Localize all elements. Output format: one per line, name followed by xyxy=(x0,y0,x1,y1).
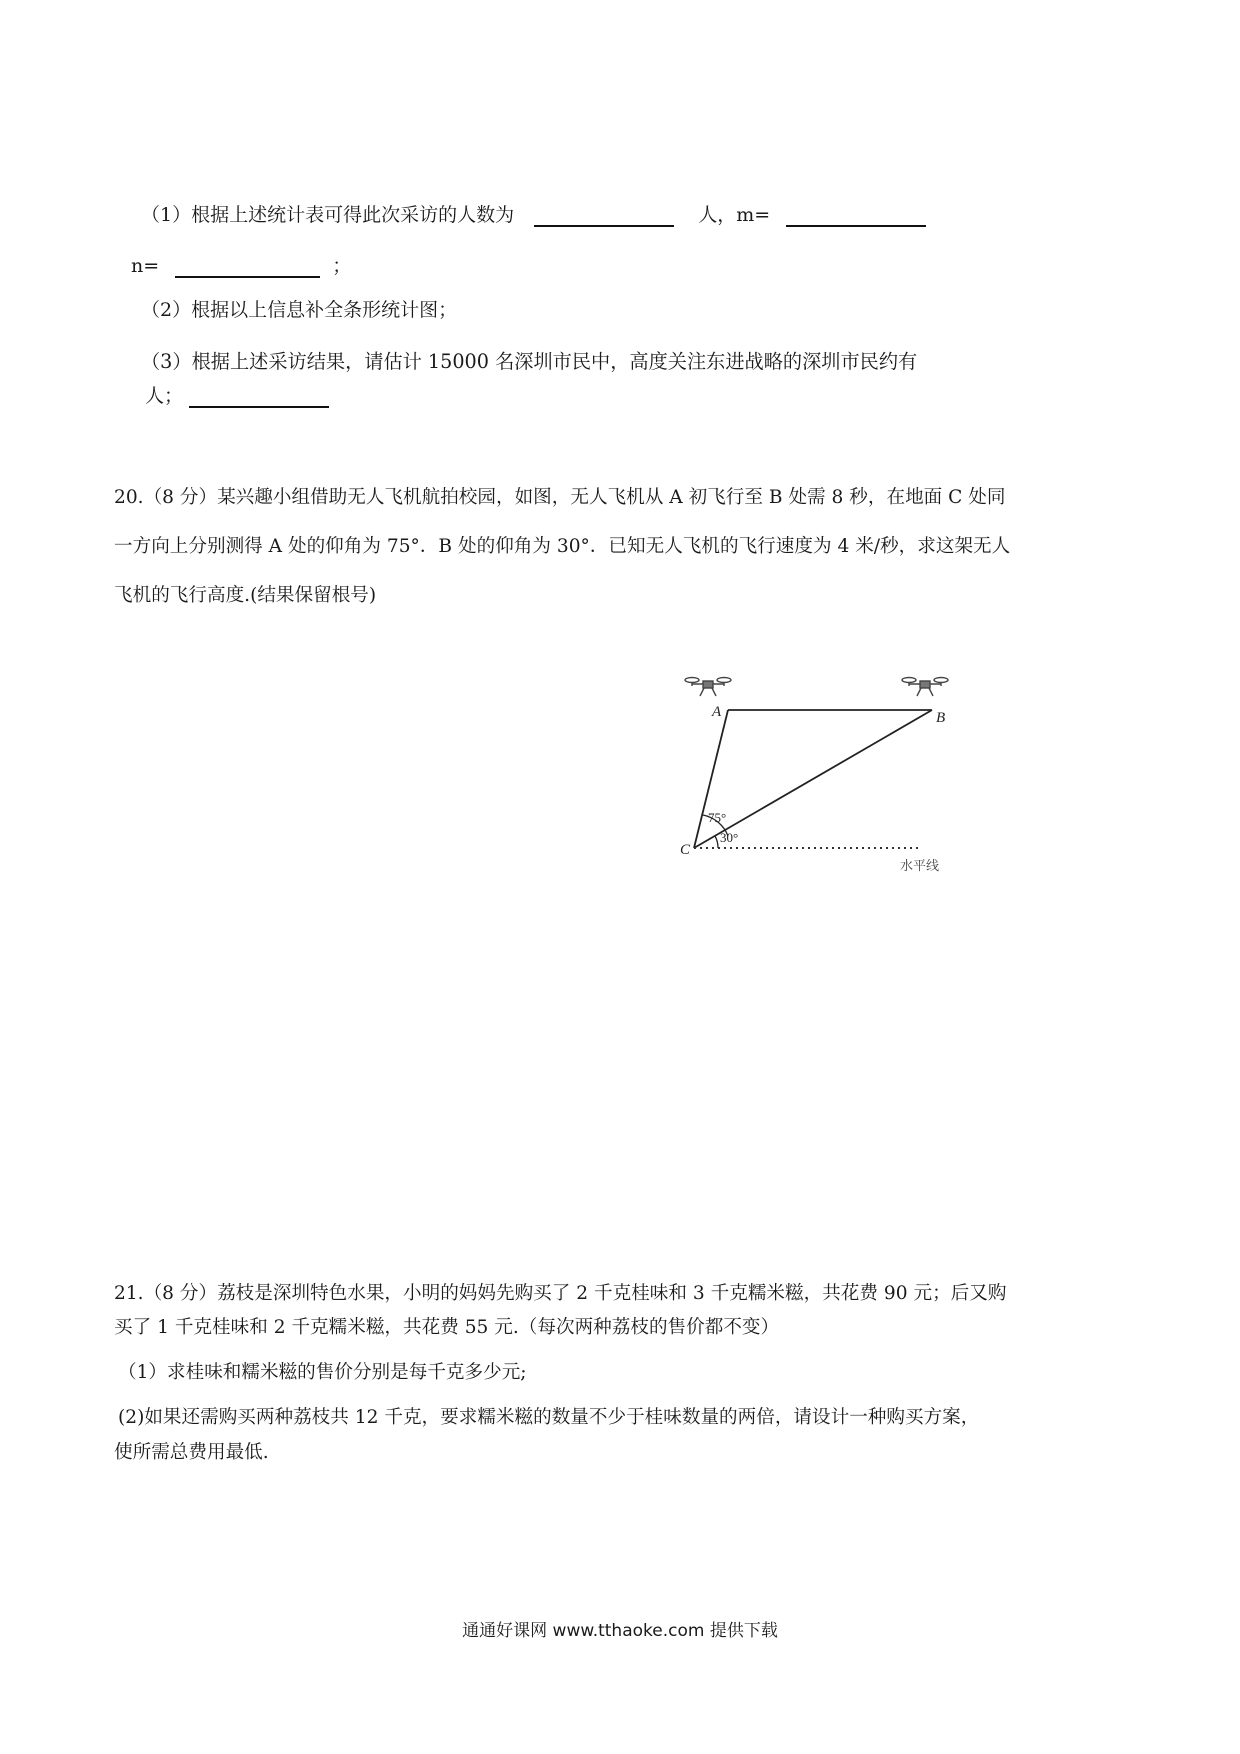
q19-n-label: n= xyxy=(131,255,160,277)
answer-blank-estimate[interactable] xyxy=(189,387,329,408)
q21-part2-line2: 使所需总费用最低. xyxy=(114,1442,269,1463)
q21-part2-line1: (2)如果还需购买两种荔枝共 12 千克，要求糯米糍的数量不少于桂味数量的两倍，请设计一种购买方案， xyxy=(118,1407,980,1428)
q19-part1 xyxy=(141,206,926,227)
angle-arc-30 xyxy=(715,836,718,848)
label-a: A xyxy=(712,704,722,720)
segment-bc xyxy=(694,710,932,848)
q21-part1: （1）求桂味和糯米糍的售价分别是每千克多少元; xyxy=(118,1362,527,1383)
q20-line2: 一方向上分别测得 A 处的仰角为 75°．B 处的仰角为 30°．已知无人飞机的飞行速度为 4 米/秒，求这架无人 xyxy=(114,536,1011,557)
answer-blank-n[interactable] xyxy=(175,257,320,278)
label-b: B xyxy=(936,710,946,726)
q19-n-end: ； xyxy=(332,255,352,277)
q19-part1-text-m: 人，m= xyxy=(698,204,771,226)
q19-part3-text-end: 人； xyxy=(145,385,184,407)
q21-line1: 21.（8 分）荔枝是深圳特色水果，小明的妈妈先购买了 2 千克桂味和 3 千克糯米糍，共花费 90 元；后又购 xyxy=(114,1283,1007,1304)
horizontal-label: 水平线 xyxy=(900,859,940,874)
q19-part1-n xyxy=(131,257,351,278)
q19-part3: （3）根据上述采访结果，请估计 15000 名深圳市民中，高度关注东进战略的深圳市民约有 xyxy=(141,350,918,373)
angle-label-75: 75° xyxy=(708,810,727,825)
drone-icon xyxy=(902,678,948,697)
figure-svg xyxy=(660,672,960,882)
q20-line3: 飞机的飞行高度.(结果保留根号) xyxy=(114,585,377,606)
label-c: C xyxy=(680,842,691,858)
q20-line1: 20.（8 分）某兴趣小组借助无人飞机航拍校园，如图，无人飞机从 A 初飞行至 B 处需 8 秒，在地面 C 处同 xyxy=(114,487,1006,508)
q19-part1-text: （1）根据上述统计表可得此次采访的人数为 xyxy=(141,204,515,226)
drone-angle-figure xyxy=(660,672,960,882)
answer-blank-count[interactable] xyxy=(534,206,674,227)
angle-label-30: 30° xyxy=(720,830,739,845)
answer-blank-m[interactable] xyxy=(786,206,926,227)
drone-icon xyxy=(685,678,731,697)
q19-part2: （2）根据以上信息补全条形统计图； xyxy=(141,299,458,321)
page-footer: 通通好课网 www.tthaoke.com 提供下载 xyxy=(462,1621,778,1641)
q19-part3-end xyxy=(145,387,329,408)
q21-line2: 买了 1 千克桂味和 2 千克糯米糍，共花费 55 元.（每次两种荔枝的售价都不变） xyxy=(114,1317,780,1338)
